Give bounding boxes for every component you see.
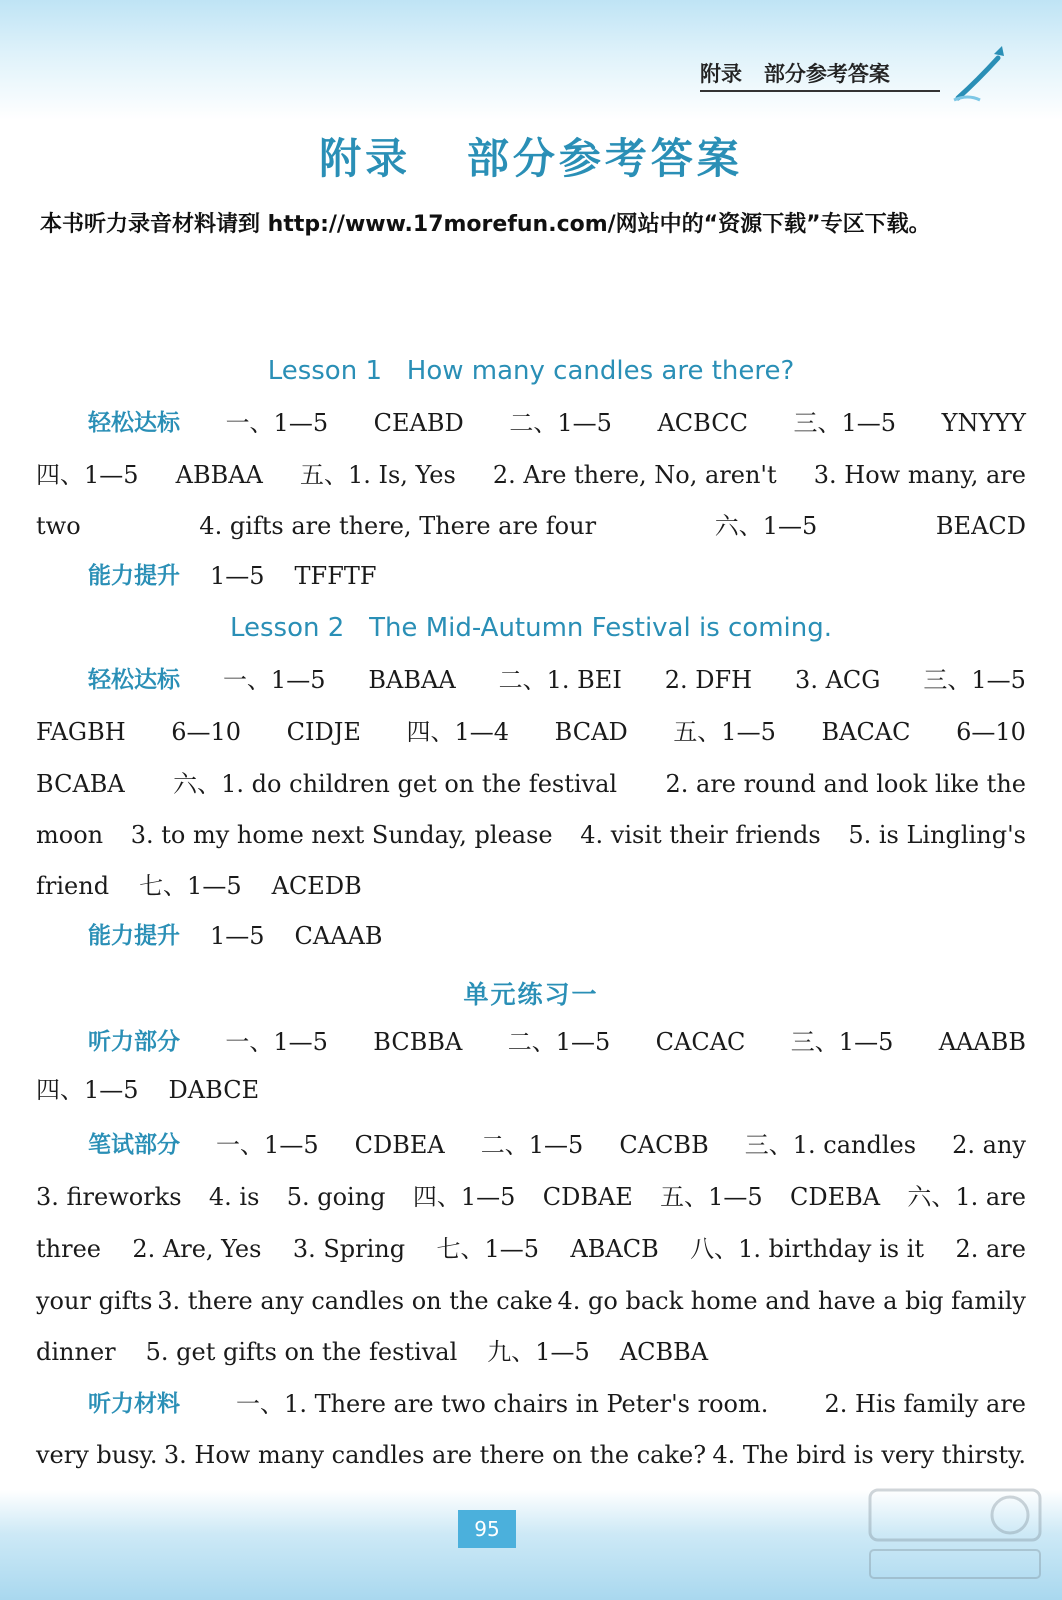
answer-line [88,1125,1026,1165]
answer-line [36,815,1026,855]
answer-segment: 三、1. candles [744,1131,917,1159]
answer-segment: 二、1—5 [480,1131,584,1159]
answer-line [88,916,1026,956]
answer-segment: moon [36,821,104,849]
answer-segment: 一、1—5 [225,409,329,437]
answer-segment: 2. Are there, No, aren't [492,461,777,489]
answer-segment: 4. The bird is very thirsty. [712,1441,1026,1469]
answer-segment: friend [36,872,110,900]
answer-segment: 4. go back home and have a big family [557,1287,1026,1315]
answer-segment: 六、1. do children get on the festival [173,770,618,798]
answer-segment: 2. Are, Yes [132,1235,262,1263]
answer-segment: 一、1—5 [222,666,326,694]
answer-segment: 五、1. Is, Yes [299,461,456,489]
intro-paragraph [40,200,980,250]
answer-line [88,556,1026,596]
answer-segment: 四、1—5 [36,1076,139,1104]
answer-segment: 2. are round and look like the [665,770,1026,798]
answer-segment: 六、1—5 [714,512,818,540]
answer-segment: ACEDB [271,872,362,900]
answer-segment: 5. get gifts on the festival [145,1338,458,1366]
answer-segment: 2. His family are [824,1390,1026,1418]
answer-segment: 六、1. are [907,1183,1026,1211]
answer-segment: ABACB [570,1235,659,1263]
answer-segment: 五、1—5 [660,1183,763,1211]
answer-segment: BCAD [554,718,628,746]
running-header: 附录 部分参考答案 [700,58,940,92]
answer-line [36,712,1026,752]
answer-segment: 5. going [286,1183,386,1211]
answer-segment: 3. How many, are [813,461,1026,489]
answer-segment: BEACD [935,512,1026,540]
answer-segment: 九、1—5 [487,1338,590,1366]
answer-line [36,1177,1026,1217]
answer-segment: 七、1—5 [436,1235,540,1263]
answer-segment: 2. any [952,1131,1026,1159]
answer-segment: FAGBH [36,718,126,746]
answer-segment: 3. ACG [795,666,881,694]
answer-segment: BACAC [821,718,911,746]
answer-line [88,1384,1026,1424]
answer-segment: 2. DFH [664,666,753,694]
answer-segment: 四、1—4 [406,718,510,746]
answer-segment: 一、1—5 [216,1131,319,1159]
answer-line [88,660,1026,700]
lesson1-title: Lesson 1 How many candles are there? [267,356,795,386]
section-label: 轻松达标 [88,410,180,436]
answer-line [36,1332,1026,1372]
answer-segment: ACBBA [619,1338,709,1366]
answer-segment: 三、1—5 [793,409,897,437]
answer-segment: 二、1—5 [509,409,612,437]
answer-segment: CIDJE [286,718,361,746]
answer-line [36,1281,1026,1321]
answer-segment: BCABA [36,770,125,798]
answer-segment: 1—5 [210,562,265,590]
answer-line [36,1070,1026,1110]
answer-segment: 七、1—5 [139,872,242,900]
answer-segment: 3. there any candles on the cake [157,1287,553,1315]
intro-text: 本书听力录音材料请到 http://www.17morefun.com/网站中的“资源下载”专区下载。 [40,212,931,237]
answer-segment: 3. How many candles are there on the cake? [163,1441,707,1469]
answer-line [36,866,1026,906]
answer-segment: 4. visit their friends [580,821,821,849]
answer-segment: 3. fireworks [36,1183,182,1211]
answer-segment: very busy. [36,1441,158,1469]
answer-line [36,1229,1026,1269]
answer-line [36,506,1026,546]
answer-line [88,1022,1026,1062]
page-number: 95 [458,1510,516,1548]
unit1-title: 单元练习一 [463,980,599,1009]
answer-segment: 6—10 [956,718,1026,746]
answer-segment: CDEBA [789,1183,881,1211]
answer-segment: TFFTF [294,562,377,590]
section-label: 听力材料 [88,1391,180,1417]
answer-segment: 一、1—5 [225,1028,328,1056]
answer-segment: CEABD [373,409,464,437]
page-title: 附录 部分参考答案 [319,134,743,183]
answer-segment: BABAA [368,666,456,694]
answer-line [36,455,1026,495]
section-label: 轻松达标 [88,667,180,693]
answer-segment: CDBEA [354,1131,445,1159]
section-label: 能力提升 [88,923,180,949]
answer-segment: your gifts [36,1287,153,1315]
answer-segment: CAAAB [294,922,383,950]
answer-segment: 6—10 [171,718,242,746]
answer-segment: 4. gifts are there, There are four [199,512,597,540]
answer-segment: CDBAE [542,1183,633,1211]
answer-segment: dinner [36,1338,116,1366]
watermark-logo [860,1480,1050,1590]
answer-segment: 3. to my home next Sunday, please [130,821,553,849]
answer-segment: CACAC [655,1028,746,1056]
answer-segment: 4. is [208,1183,260,1211]
answer-segment: three [36,1235,101,1263]
answer-segment: YNYYY [941,409,1026,437]
lesson2-title: Lesson 2 The Mid-Autumn Festival is coming. [229,613,833,643]
answer-segment: 5. is Lingling's [848,821,1026,849]
answer-line [36,1435,1026,1475]
answer-segment: 3. Spring [292,1235,406,1263]
answer-segment: 四、1—5 [36,461,139,489]
answer-segment: two [36,512,81,540]
answer-segment: 五、1—5 [673,718,776,746]
answer-segment: 一、1. There are two chairs in Peter's room. [236,1390,769,1418]
answer-segment: CACBB [619,1131,709,1159]
answer-segment: 二、1. BEI [498,666,622,694]
answer-segment: 2. are [955,1235,1026,1263]
answer-segment: 八、1. birthday is it [690,1235,925,1263]
section-label: 听力部分 [88,1029,180,1055]
answer-segment: ACBCC [657,409,748,437]
section-label: 笔试部分 [88,1132,180,1158]
answer-segment: 1—5 [210,922,265,950]
answer-segment: 四、1—5 [412,1183,516,1211]
section-label: 能力提升 [88,563,180,589]
answer-segment: 三、1—5 [790,1028,894,1056]
answer-segment: ABBAA [175,461,263,489]
pencil-icon [950,40,1006,106]
answer-line [88,403,1026,443]
answer-segment: DABCE [168,1076,260,1104]
answer-segment: 二、1—5 [507,1028,611,1056]
answer-segment: AAABB [938,1028,1026,1056]
answer-line [36,764,1026,804]
answer-segment: BCBBA [373,1028,463,1056]
answer-segment: 三、1—5 [923,666,1026,694]
